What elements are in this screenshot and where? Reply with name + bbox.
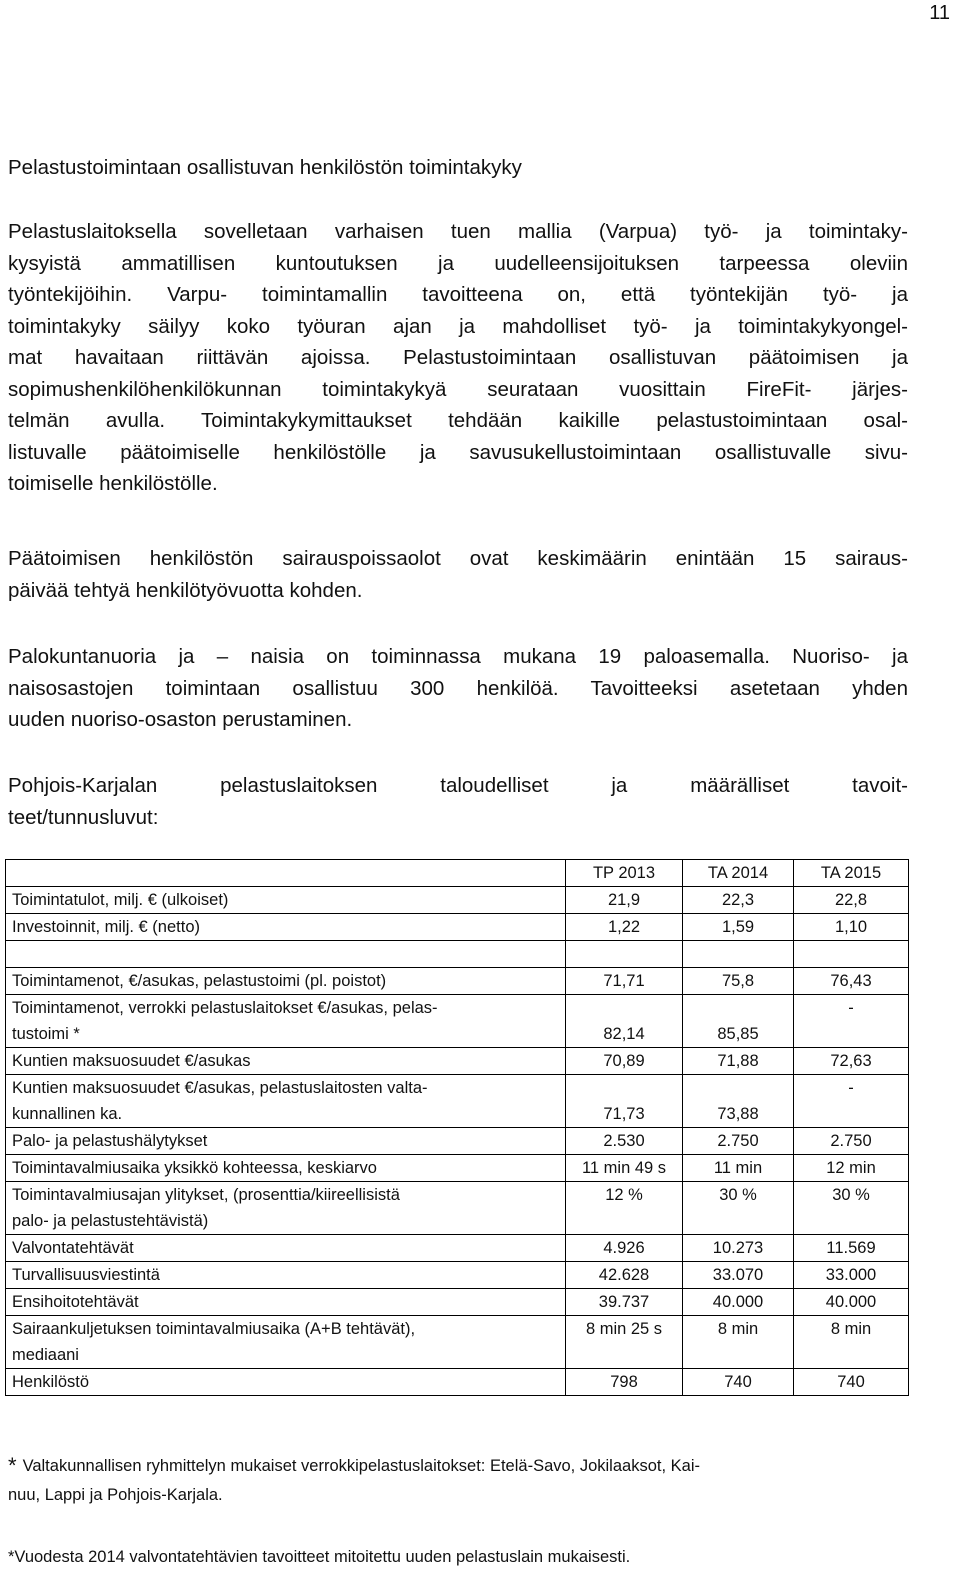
row-label (6, 1075, 566, 1128)
row-label-line: Kuntien maksuosuudet €/asukas (12, 1052, 251, 1070)
row-label-line: Toimintatulot, milj. € (ulkoiset) (12, 891, 229, 909)
paragraph-line: Pohjois-Karjalan pelastuslaitoksen taloudelliset ja määrälliset tavoit- (8, 774, 908, 797)
table-row (6, 1182, 909, 1235)
value-cell: 85,85 (683, 995, 794, 1048)
value-cell (794, 941, 909, 968)
value-cell: 71,88 (683, 1048, 794, 1075)
row-label (6, 887, 566, 914)
value-cell: 71,71 (566, 968, 683, 995)
value-cell: 798 (566, 1369, 683, 1396)
footnote-marker: * (8, 1453, 17, 1478)
paragraph-line: uuden nuoriso-osaston perustaminen. (8, 708, 353, 731)
row-label (6, 941, 566, 968)
value-cell: 82,14 (566, 995, 683, 1048)
paragraph-line: telmän avulla. Toimintakykymittaukset tehdään kaikille pelastustoimintaan osal- (8, 409, 908, 432)
table-row (6, 914, 909, 941)
row-label-line: Valvontatehtävät (12, 1239, 134, 1257)
value-cell (566, 941, 683, 968)
value-cell: 12 % (566, 1182, 683, 1235)
paragraph-line: sopimushenkilöhenkilökunnan toimintakykyä seurataan vuosittain FireFit- järjes- (8, 377, 908, 401)
value-cell: 76,43 (794, 968, 909, 995)
footnote-valvonta (8, 1543, 908, 1572)
paragraph-toimintakyky (8, 216, 908, 500)
value-cell: 4.926 (566, 1235, 683, 1262)
table-row (6, 1262, 909, 1289)
row-label (6, 1235, 566, 1262)
value-cell: 72,63 (794, 1048, 909, 1075)
value-cell: 8 min (683, 1316, 794, 1369)
paragraph-palokuntanuoret (8, 641, 908, 736)
value-cell: 11 min (683, 1155, 794, 1182)
paragraph-sairauspoissaolot (8, 543, 908, 606)
value-cell: 39.737 (566, 1289, 683, 1316)
footnote-text: Valtakunnallisen ryhmittelyn mukaiset verrokkipelastuslaitokset: Etelä-Savo, Jokilaaksot, Kai- (22, 1457, 700, 1475)
header-cell: TA 2015 (794, 860, 909, 887)
row-label (6, 1048, 566, 1075)
value-cell: 12 min (794, 1155, 909, 1182)
paragraph-line: kysyistä ammatillisen kuntoutuksen ja uudelleensijoituksen tarpeessa oleviin (8, 251, 908, 275)
heading-text: Pelastustoimintaan osallistuvan henkilöstön toimintakyky (8, 156, 522, 179)
table-row (6, 1048, 909, 1075)
value-cell: 71,73 (566, 1075, 683, 1128)
paragraph-line: listuvalle päätoimiselle henkilöstölle ja savusukellustoimintaan osallistuvalle sivu- (8, 440, 908, 464)
row-label (6, 1182, 566, 1235)
table-row (6, 1235, 909, 1262)
table-row (6, 887, 909, 914)
paragraph-tunnusluvut-intro (8, 770, 908, 833)
section-heading (8, 152, 908, 184)
value-cell: 30 % (683, 1182, 794, 1235)
financial-targets-table (5, 859, 909, 1396)
paragraph-line: toimiselle henkilöstölle. (8, 472, 218, 495)
paragraph-line: työntekijöihin. Varpu- toimintamallin tavoitteena on, että työntekijän työ- ja (8, 283, 908, 306)
paragraph-line: Palokuntanuoria ja – naisia on toiminnassa mukana 19 paloasemalla. Nuoriso- ja (8, 645, 908, 668)
row-label-line: Sairaankuljetuksen toimintavalmiusaika (A+B tehtävät), (12, 1320, 416, 1338)
value-cell: 1,22 (566, 914, 683, 941)
row-label-line: Ensihoitotehtävät (12, 1293, 139, 1311)
row-label-line: Investoinnit, milj. € (netto) (12, 918, 200, 936)
value-cell: 75,8 (683, 968, 794, 995)
value-cell: 70,89 (566, 1048, 683, 1075)
row-label-line: Turvallisuusviestintä (12, 1266, 160, 1284)
table-row (6, 1289, 909, 1316)
value-cell: - (794, 995, 909, 1048)
table-row (6, 1369, 909, 1396)
paragraph-line: teet/tunnusluvut: (8, 805, 159, 829)
table-row (6, 1316, 909, 1369)
row-label (6, 1316, 566, 1369)
row-label-line: kunnallinen ka. (12, 1105, 123, 1123)
row-label-line: Palo- ja pelastushälytykset (12, 1132, 208, 1150)
table-row (6, 1075, 909, 1128)
value-cell: 2.530 (566, 1128, 683, 1155)
value-cell: - (794, 1075, 909, 1128)
paragraph-line: toimintakyky säilyy koko työuran ajan ja mahdolliset työ- ja toimintakykyongel- (8, 314, 908, 338)
row-label-line: mediaani (12, 1346, 79, 1364)
row-label (6, 1155, 566, 1182)
row-label-line: tustoimi * (12, 1025, 80, 1043)
footnote-marker: * (8, 1548, 15, 1566)
value-cell: 740 (794, 1369, 909, 1396)
value-cell: 11 min 49 s (566, 1155, 683, 1182)
row-label (6, 1289, 566, 1316)
value-cell: 2.750 (794, 1128, 909, 1155)
value-cell: 40.000 (683, 1289, 794, 1316)
row-label (6, 1262, 566, 1289)
row-label-line: Henkilöstö (12, 1373, 90, 1391)
value-cell: 8 min (794, 1316, 909, 1369)
row-label-line: Toimintamenot, verrokki pelastuslaitokset €/asukas, pelas- (12, 999, 438, 1017)
value-cell: 10.273 (683, 1235, 794, 1262)
value-cell (683, 941, 794, 968)
row-label (6, 1128, 566, 1155)
row-label (6, 914, 566, 941)
value-cell: 8 min 25 s (566, 1316, 683, 1369)
footnote-text: Vuodesta 2014 valvontatehtävien tavoitteet mitoitettu uuden pelastuslain mukaisesti. (14, 1548, 631, 1566)
row-label-line: Toimintavalmiusajan ylitykset, (prosenttia/kiireellisistä (12, 1186, 400, 1204)
footnote-verrokki (8, 1451, 908, 1510)
header-cell: TA 2014 (683, 860, 794, 887)
value-cell: 22,3 (683, 887, 794, 914)
row-label (6, 995, 566, 1048)
header-cell (6, 860, 566, 887)
row-label (6, 1369, 566, 1396)
paragraph-line: naisosastojen toimintaan osallistuu 300 henkilöä. Tavoitteeksi asetetaan yhden (8, 676, 908, 700)
row-label-line: Toimintavalmiusaika yksikkö kohteessa, keskiarvo (12, 1159, 377, 1177)
table-row (6, 968, 909, 995)
paragraph-line: päivää tehtyä henkilötyövuotta kohden. (8, 578, 363, 602)
row-label-line: Toimintamenot, €/asukas, pelastustoimi (pl. poistot) (12, 972, 387, 990)
value-cell: 11.569 (794, 1235, 909, 1262)
value-cell: 42.628 (566, 1262, 683, 1289)
value-cell: 1,10 (794, 914, 909, 941)
paragraph-line: mat havaitaan riittävän ajoissa. Pelastustoimintaan osallistuvan päätoimisen ja (8, 346, 908, 369)
row-label (6, 968, 566, 995)
header-cell: TP 2013 (566, 860, 683, 887)
footnote-text: nuu, Lappi ja Pohjois-Karjala. (8, 1486, 223, 1504)
value-cell: 33.000 (794, 1262, 909, 1289)
table-row (6, 995, 909, 1048)
value-cell: 2.750 (683, 1128, 794, 1155)
page-number: 11 (929, 2, 950, 24)
table-row (6, 1155, 909, 1182)
row-label-line: palo- ja pelastustehtävistä) (12, 1212, 209, 1230)
value-cell: 21,9 (566, 887, 683, 914)
value-cell: 33.070 (683, 1262, 794, 1289)
row-label-line: Kuntien maksuosuudet €/asukas, pelastuslaitosten valta- (12, 1079, 428, 1097)
table-row (6, 941, 909, 968)
table-row (6, 1128, 909, 1155)
value-cell: 740 (683, 1369, 794, 1396)
value-cell: 40.000 (794, 1289, 909, 1316)
paragraph-line: Pelastuslaitoksella sovelletaan varhaisen tuen mallia (Varpua) työ- ja toimintaky- (8, 220, 908, 243)
value-cell: 1,59 (683, 914, 794, 941)
table-header-row (6, 860, 909, 887)
value-cell: 22,8 (794, 887, 909, 914)
value-cell: 73,88 (683, 1075, 794, 1128)
paragraph-line: Päätoimisen henkilöstön sairauspoissaolot ovat keskimäärin enintään 15 sairaus- (8, 547, 908, 570)
value-cell: 30 % (794, 1182, 909, 1235)
